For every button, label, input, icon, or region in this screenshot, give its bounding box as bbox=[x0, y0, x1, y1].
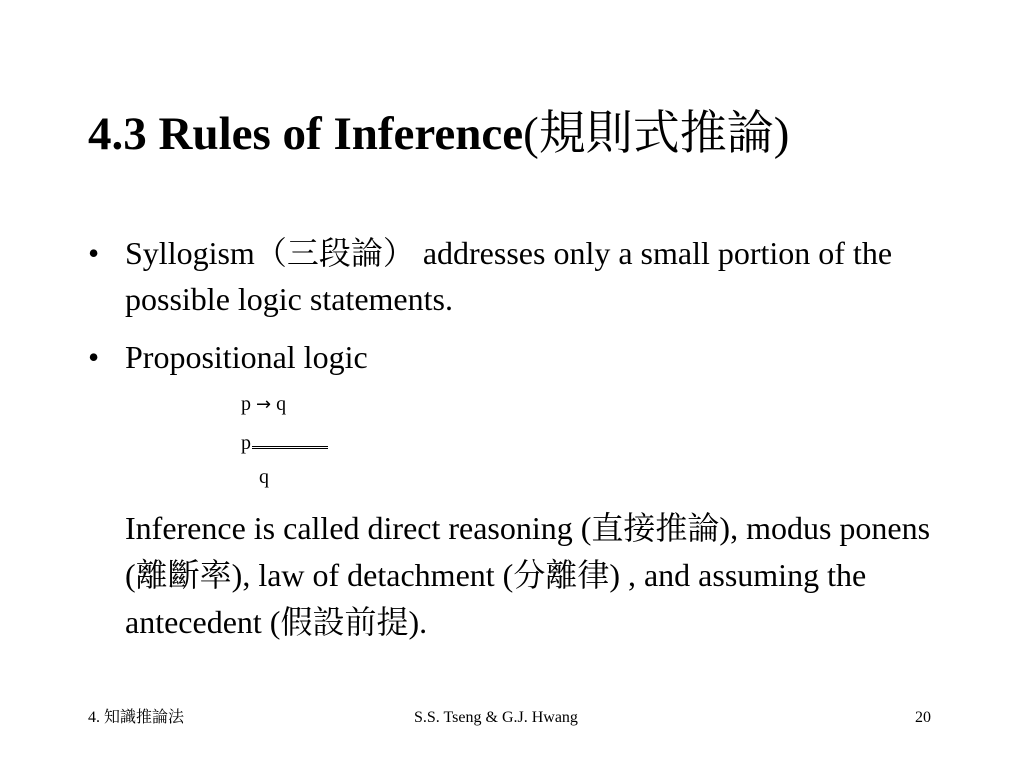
footer-chapter: 4. 知識推論法 bbox=[88, 709, 185, 726]
bullet-dot-icon: • bbox=[88, 339, 100, 375]
right-arrow-icon: → bbox=[256, 394, 272, 415]
formula-p: p bbox=[241, 393, 251, 415]
formula-q: q bbox=[276, 393, 287, 415]
formula-premise-implication bbox=[241, 392, 286, 417]
title-english: 4.3 Rules of Inference bbox=[88, 108, 524, 160]
footer-authors: S.S. Tseng & G.J. Hwang bbox=[414, 709, 578, 726]
formula-q: q bbox=[259, 466, 269, 488]
slide-title bbox=[88, 104, 789, 164]
title-chinese: (規則式推論) bbox=[523, 108, 790, 160]
conclusion-rule-line bbox=[252, 428, 328, 449]
bullet-syllogism bbox=[88, 230, 948, 322]
formula-conclusion bbox=[259, 465, 269, 489]
bullet-propositional-logic bbox=[88, 334, 948, 380]
formula-premise-p bbox=[241, 428, 328, 455]
bullet-dot-icon: • bbox=[88, 235, 100, 271]
bullet-text: Syllogism（三段論） addresses only a small portion of the possible logic statements. bbox=[125, 235, 893, 317]
page-number: 20 bbox=[915, 709, 931, 726]
bullet-text: Propositional logic bbox=[125, 339, 368, 375]
inference-paragraph: Inference is called direct reasoning (直接推論), modus ponens (離斷率), law of detachment (分離律) , and assuming the antecedent (假設前提). bbox=[125, 510, 931, 640]
formula-p: p bbox=[241, 432, 251, 454]
